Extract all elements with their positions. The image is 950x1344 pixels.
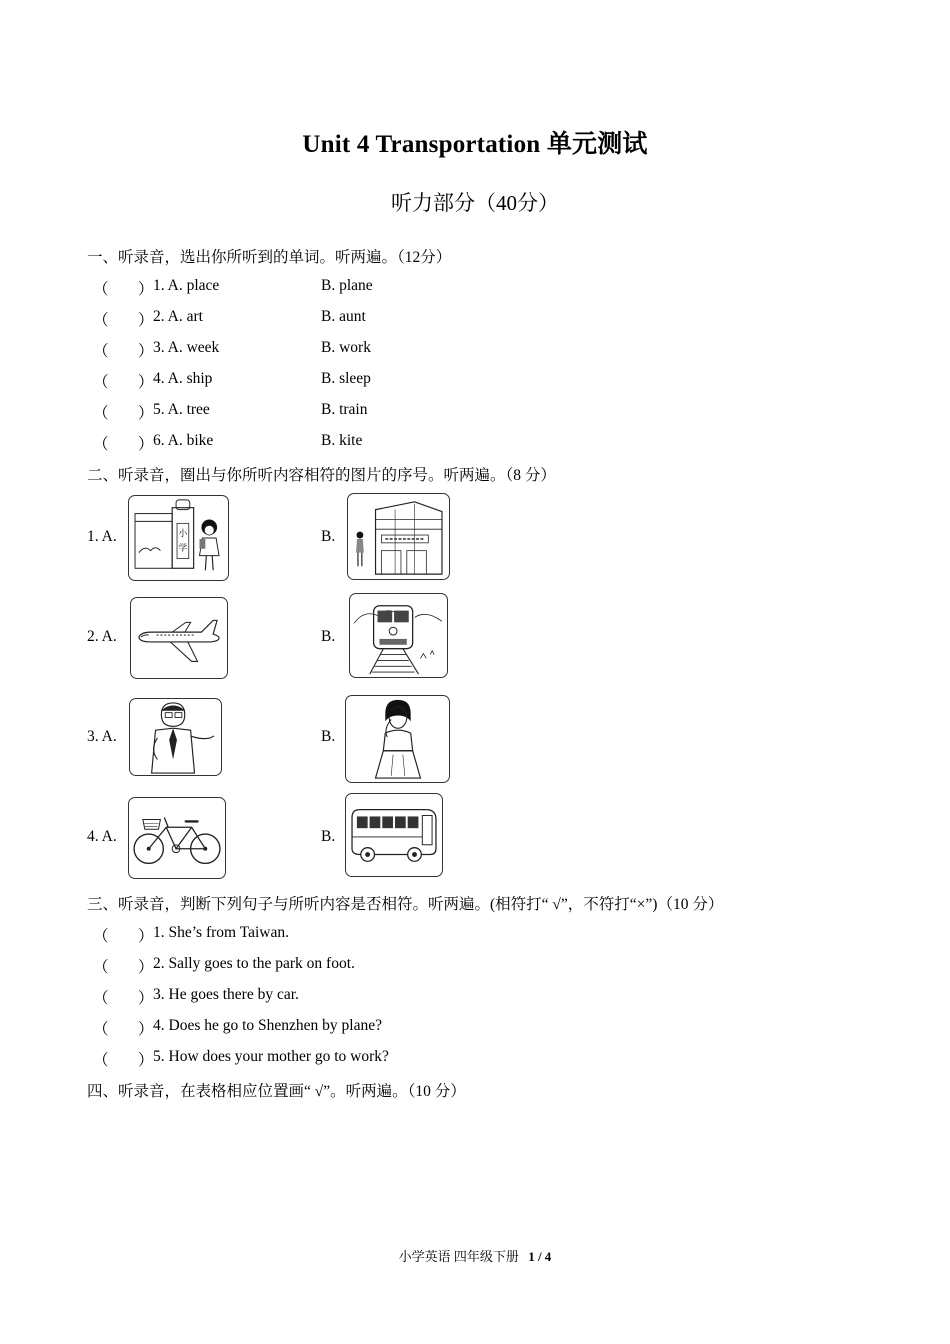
train-icon xyxy=(349,593,448,678)
answer-paren-open: （ xyxy=(93,405,109,422)
bicycle-icon xyxy=(128,797,226,879)
option-b: B. work xyxy=(321,339,371,356)
answer-paren-open: （ xyxy=(93,436,109,453)
option-a: 6. A. bike xyxy=(153,432,214,449)
answer-paren-open: （ xyxy=(93,1052,109,1069)
answer-paren-open: （ xyxy=(93,990,109,1007)
answer-paren-open: （ xyxy=(93,312,109,329)
pic-label-a: 2. A. xyxy=(87,628,117,645)
option-b: B. train xyxy=(321,401,368,418)
option-b: B. sleep xyxy=(321,370,371,387)
footer-text: 小学英语 四年级下册 xyxy=(398,1249,519,1264)
sentence-text: 2. Sally goes to the park on foot. xyxy=(153,955,355,972)
page-footer xyxy=(0,1246,950,1265)
page-subtitle: 听力部分（40分） xyxy=(391,191,559,215)
answer-paren-open: （ xyxy=(93,343,109,360)
section3-heading: 三、听录音，判断下列句子与所听内容是否相符。听两遍。(相符打“ √”，不符打“×”)（10 分） xyxy=(87,896,724,913)
option-b: B. kite xyxy=(321,432,363,449)
option-b: B. plane xyxy=(321,277,373,294)
answer-paren-close: ） xyxy=(138,405,154,422)
bus-icon xyxy=(345,793,443,877)
answer-paren-close: ） xyxy=(138,436,154,453)
store-building-icon xyxy=(347,493,450,580)
woman-icon xyxy=(345,695,450,783)
answer-paren-close: ） xyxy=(138,374,154,391)
pic-label-b: B. xyxy=(321,728,336,745)
school-sign-char-2: 学 xyxy=(178,543,188,554)
option-a: 1. A. place xyxy=(153,277,220,294)
answer-paren-open: （ xyxy=(93,374,109,391)
sentence-text: 1. She’s from Taiwan. xyxy=(153,924,289,941)
pic-label-b: B. xyxy=(321,628,336,645)
section1-heading: 一、听录音，选出你所听到的单词。听两遍。（12分） xyxy=(87,249,452,266)
answer-paren-close: ） xyxy=(138,928,154,945)
pic-label-a: 1. A. xyxy=(87,528,117,545)
answer-paren-open: （ xyxy=(93,928,109,945)
answer-paren-close: ） xyxy=(138,959,154,976)
option-a: 5. A. tree xyxy=(153,401,210,418)
option-a: 3. A. week xyxy=(153,339,220,356)
answer-paren-open: （ xyxy=(93,281,109,298)
option-b: B. aunt xyxy=(321,308,366,325)
section4-heading: 四、听录音，在表格相应位置画“ √”。听两遍。（10 分） xyxy=(87,1083,466,1100)
option-a: 2. A. art xyxy=(153,308,203,325)
plane-icon xyxy=(130,597,228,679)
sentence-text: 3. He goes there by car. xyxy=(153,986,299,1003)
page-title: Unit 4 Transportation 单元测试 xyxy=(302,131,648,158)
answer-paren-open: （ xyxy=(93,1021,109,1038)
pic-label-a: 3. A. xyxy=(87,728,117,745)
pic-label-a: 4. A. xyxy=(87,828,117,845)
section2-heading: 二、听录音，圈出与你所听内容相符的图片的序号。听两遍。（8 分） xyxy=(87,467,556,484)
school-sign-char-1: 小 xyxy=(178,529,188,540)
answer-paren-close: ） xyxy=(138,312,154,329)
answer-paren-open: （ xyxy=(93,959,109,976)
sentence-text: 4. Does he go to Shenzhen by plane? xyxy=(153,1017,382,1034)
school-gate-girl-icon xyxy=(128,495,229,581)
answer-paren-close: ） xyxy=(138,1052,154,1069)
answer-paren-close: ） xyxy=(138,990,154,1007)
answer-paren-close: ） xyxy=(138,343,154,360)
pic-label-b: B. xyxy=(321,828,336,845)
answer-paren-close: ） xyxy=(138,281,154,298)
man-teacher-icon xyxy=(129,698,222,776)
sentence-text: 5. How does your mother go to work? xyxy=(153,1048,389,1065)
page-number: 1 / 4 xyxy=(528,1249,552,1264)
option-a: 4. A. ship xyxy=(153,370,213,387)
answer-paren-close: ） xyxy=(138,1021,154,1038)
pic-label-b: B. xyxy=(321,528,336,545)
